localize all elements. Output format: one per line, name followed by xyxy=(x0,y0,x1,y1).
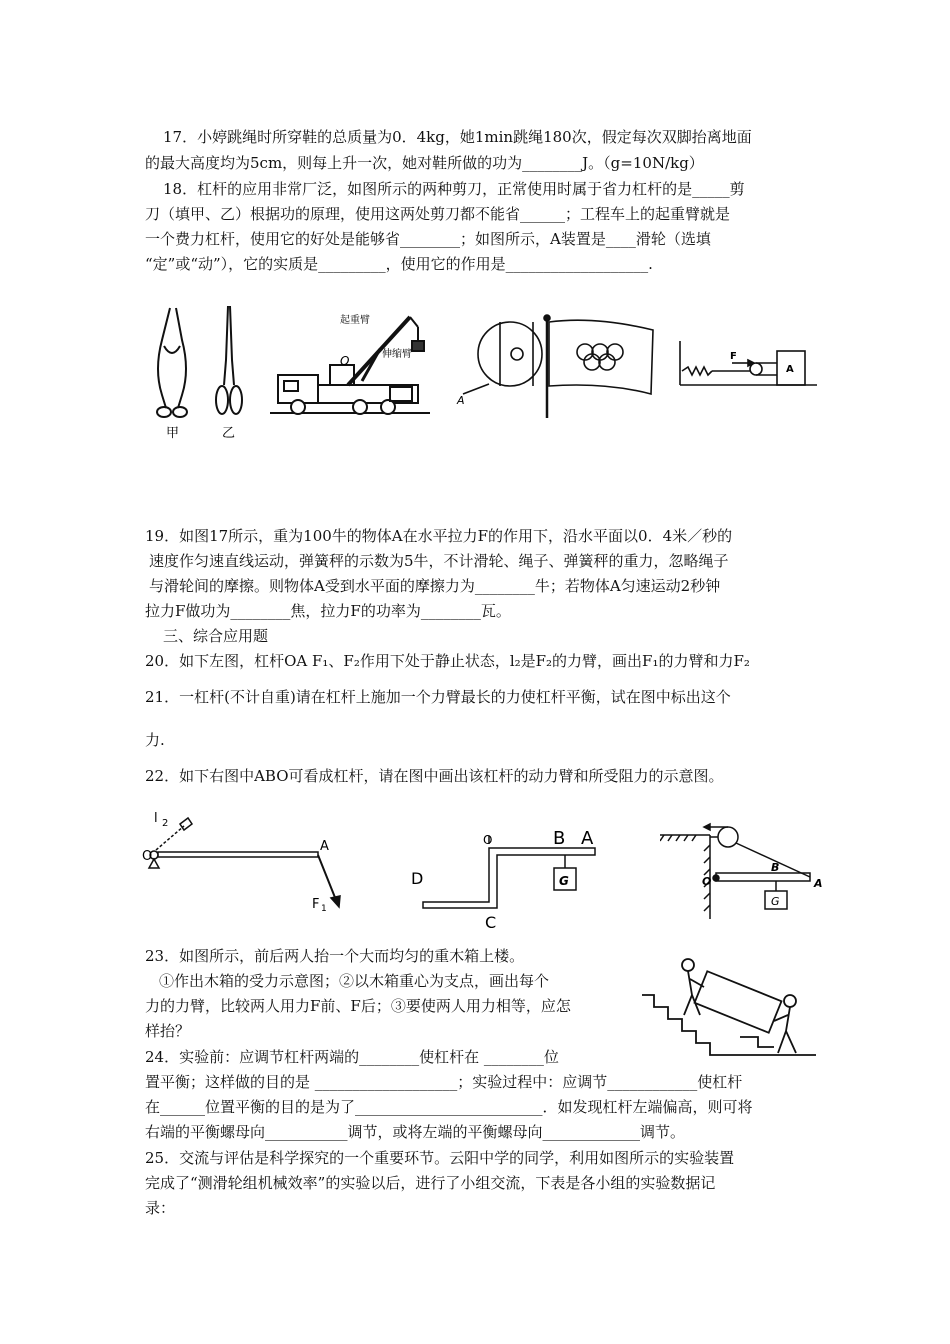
z-b-label: B xyxy=(553,828,566,849)
spring-scale xyxy=(682,367,712,375)
q25-line-3: 录： xyxy=(145,1199,176,1217)
crane-boom-label: 起重臂 xyxy=(340,315,370,326)
q17-line-1: 17．小婷跳绳时所穿鞋的总质量为0．4kg，她1min跳绳180次，假定每次双脚抬离地面 xyxy=(163,128,752,146)
q25-line-1: 25．交流与评估是科学探究的一个重要环节。云阳中学的同学，利用如图所示的实验装置 xyxy=(145,1149,735,1167)
scissors-a-drawing xyxy=(157,308,187,417)
q18-line-4: “定”或“动”），它的实质是_________，使用它的作用是___________________. xyxy=(145,255,653,273)
section-3-heading: 三、综合应用题 xyxy=(163,627,269,645)
q22-line: 22．如下右图中ABO可看成杠杆，请在图中画出该杠杆的动力臂和所受阻力的示意图。 xyxy=(145,767,724,785)
crane-pivot-label: O xyxy=(340,354,350,368)
wheel-icon xyxy=(291,400,305,414)
q23-line-2: ①作出木箱的受力示意图；②以木箱重心为支点，画出每个 xyxy=(159,972,550,990)
z-o-label: O xyxy=(483,833,493,847)
z-g-label: G xyxy=(559,874,569,888)
stairs-box-figure xyxy=(640,955,820,1065)
wall-lever-bar xyxy=(716,873,810,881)
end-a-label: A xyxy=(320,839,329,854)
stairs xyxy=(642,995,816,1055)
z-d-label: D xyxy=(411,869,424,888)
person-back xyxy=(784,995,796,1007)
q18-line-2: 刀（填甲、乙）根据功的原理，使用这两处剪刀都不能省______；工程车上的起重臂就是 xyxy=(145,205,731,223)
q19-line-2: 速度作匀速直线运动，弹簧秤的示数为5牛，不计滑轮、绳子、弹簧秤的重力，忽略绳子 xyxy=(149,552,729,570)
q24-line-3: 在______位置平衡的目的是为了_________________________．如发现杠杆左端偏高，则可将 xyxy=(145,1098,753,1116)
z-c-label: C xyxy=(485,913,497,932)
person-front xyxy=(682,959,694,971)
scissors-b-label: 乙 xyxy=(222,426,236,441)
z-lever-figure xyxy=(405,822,610,932)
force-f1-label: F xyxy=(312,897,320,912)
lever-arm-label: l xyxy=(154,811,158,826)
flag-pulley-label: A xyxy=(457,394,465,407)
lever-oa-figure xyxy=(140,810,350,915)
force-f1-sub: 1 xyxy=(321,904,327,914)
w-o-label: O xyxy=(702,875,712,888)
lever-arm-sub: 2 xyxy=(162,818,169,829)
q20-line: 20．如下左图，杠杆OA F₁、F₂作用下处于静止状态，l₂是F₂的力臂，画出F₁的力臂和力F₂ xyxy=(145,652,750,670)
q24-line-1: 24．实验前：应调节杠杆两端的________使杠杆在 ________位 xyxy=(145,1048,559,1066)
q23-line-3: 力的力臂，比较两人用力F前、F后；③要使两人用力相等，应怎 xyxy=(145,997,571,1015)
w-b-label: B xyxy=(771,861,780,874)
q25-line-2: 完成了“测滑轮组机械效率”的实验以后，进行了小组交流，下表是各小组的实验数据记 xyxy=(145,1174,716,1192)
z-a-label: A xyxy=(581,828,594,849)
scissors-figure xyxy=(148,300,258,445)
wooden-box xyxy=(695,971,782,1032)
q21-line-1: 21．一杠杆(不计自重)请在杠杆上施加一个力臂最长的力使杠杆平衡，试在图中标出这个 xyxy=(145,688,731,706)
q18-line-3: 一个费力杠杆，使用它的好处是能够省________；如图所示，A装置是____滑轮（选填 xyxy=(145,230,711,248)
w-g-label: G xyxy=(771,895,780,908)
crane-ext-label: 伸缩臂 xyxy=(382,349,412,360)
pivot-o-label: O xyxy=(142,849,153,864)
q18-line-1: 18．杠杆的应用非常厂泛，如图所示的两种剪刀，正常使用时属于省力杠杆的是_____剪 xyxy=(163,180,745,198)
q24-line-4: 右端的平衡螺母向___________调节，或将左端的平衡螺母向_____________调节。 xyxy=(145,1123,686,1141)
z-lever-bar xyxy=(423,848,595,908)
pull-force-label: F xyxy=(730,351,737,362)
flag-pulley-figure xyxy=(455,312,655,422)
scissors-a-label: 甲 xyxy=(166,426,180,441)
block-label: A xyxy=(786,364,794,375)
lever-bar xyxy=(158,852,318,857)
q19-line-1: 19．如图17所示，重为100牛的物体A在水平拉力F的作用下，沿水平面以0．4米／秒的 xyxy=(145,527,733,545)
q19-line-3: 与滑轮间的摩擦。则物体A受到水平面的摩擦力为________牛；若物体A匀速运动2秒钟 xyxy=(149,577,721,595)
wall-pulley xyxy=(718,827,738,847)
wall-lever-figure xyxy=(660,815,835,920)
q17-line-2: 的最大高度均为5cm，则每上升一次，她对鞋所做的功为________J。（g=10N/kg） xyxy=(145,154,704,172)
q21-line-2: 力. xyxy=(145,731,165,749)
q23-line-4: 样抬？ xyxy=(145,1022,191,1040)
crane-truck-figure xyxy=(270,305,430,425)
q19-line-4: 拉力F做功为________焦，拉力F的功率为________瓦。 xyxy=(145,602,511,620)
scissors-b-drawing xyxy=(216,306,242,414)
q24-line-2: 置平衡；这样做的目的是 ___________________；实验过程中：应调节____________使杠杆 xyxy=(145,1073,743,1091)
q23-line-1: 23．如图所示，前后两人抬一个大而均匀的重木箱上楼。 xyxy=(145,947,525,965)
w-a-label: A xyxy=(814,877,823,890)
block-pulley-figure xyxy=(672,335,822,395)
